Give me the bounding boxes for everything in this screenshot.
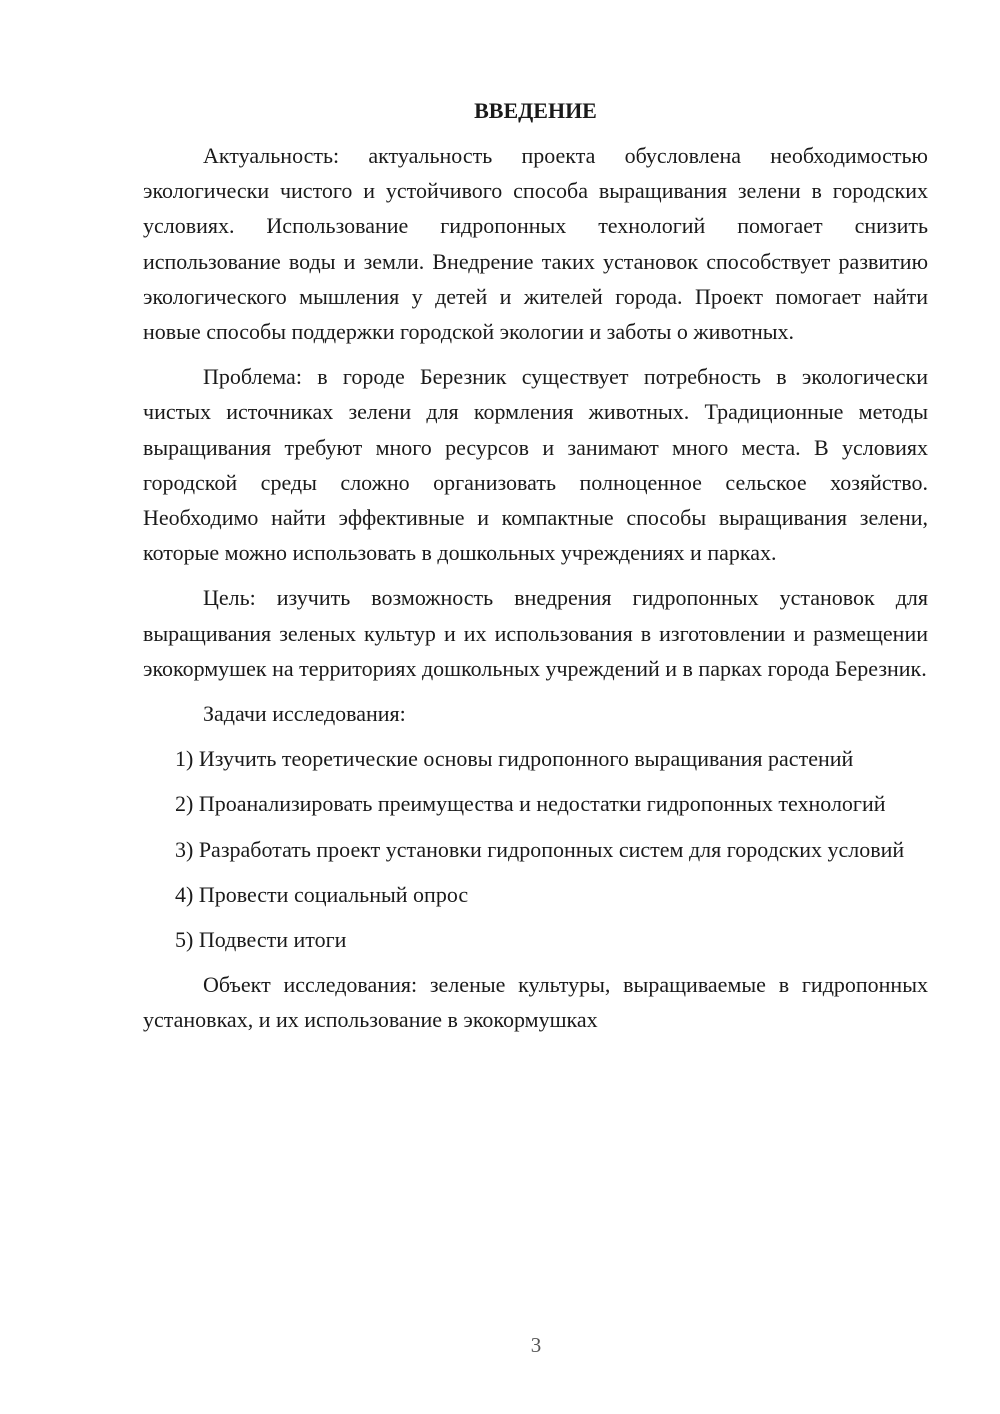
object-paragraph: Объект исследования: зеленые культуры, выращиваемые в гидропонных установках, и их использование в экокормушках (143, 972, 928, 1033)
task-item: 1) Изучить теоретические основы гидропонного выращивания растений (175, 746, 854, 772)
task-item: 2) Проанализировать преимущества и недостатки гидропонных технологий (175, 791, 886, 817)
page-number: 3 (530, 1333, 542, 1357)
tasks-list (143, 741, 928, 957)
page-content (143, 96, 928, 1038)
problem-paragraph: Проблема: в городе Березник существует потребность в экологически чистых источниках зелени для кормления животных. Традиционные методы выращивания требуют много ресурсов и занимают много места. В условиях городской среды сложно организовать полноценное сельское хозяйство. Необходимо найти эффективные и компактные способы выращивания зелени, которые можно использовать в дошкольных учреждениях и парках. (143, 364, 928, 566)
tasks-heading: Задачи исследования: (203, 701, 406, 727)
relevance-paragraph: Актуальность: актуальность проекта обусловлена необходимостью экологически чистого и устойчивого способа выращивания зелени в городских условиях. Использование гидропонных технологий помогает снизить использование воды и земли. Внедрение таких установок способствует развитию экологического мышления у детей и жителей города. Проект помогает найти новые способы поддержки городской экологии и заботы о животных. (143, 143, 928, 345)
goal-paragraph: Цель: изучить возможность внедрения гидропонных установок для выращивания зеленых культур и их использования в изготовлении и размещении экокормушек на территориях дошкольных учреждений и в парках города Березник. (143, 585, 928, 681)
task-item: 3) Разработать проект установки гидропонных систем для городских условий (175, 836, 905, 862)
task-item: 4) Провести социальный опрос (175, 881, 469, 907)
task-item: 5) Подвести итоги (175, 927, 347, 953)
page-title: ВВЕДЕНИЕ (474, 98, 597, 123)
